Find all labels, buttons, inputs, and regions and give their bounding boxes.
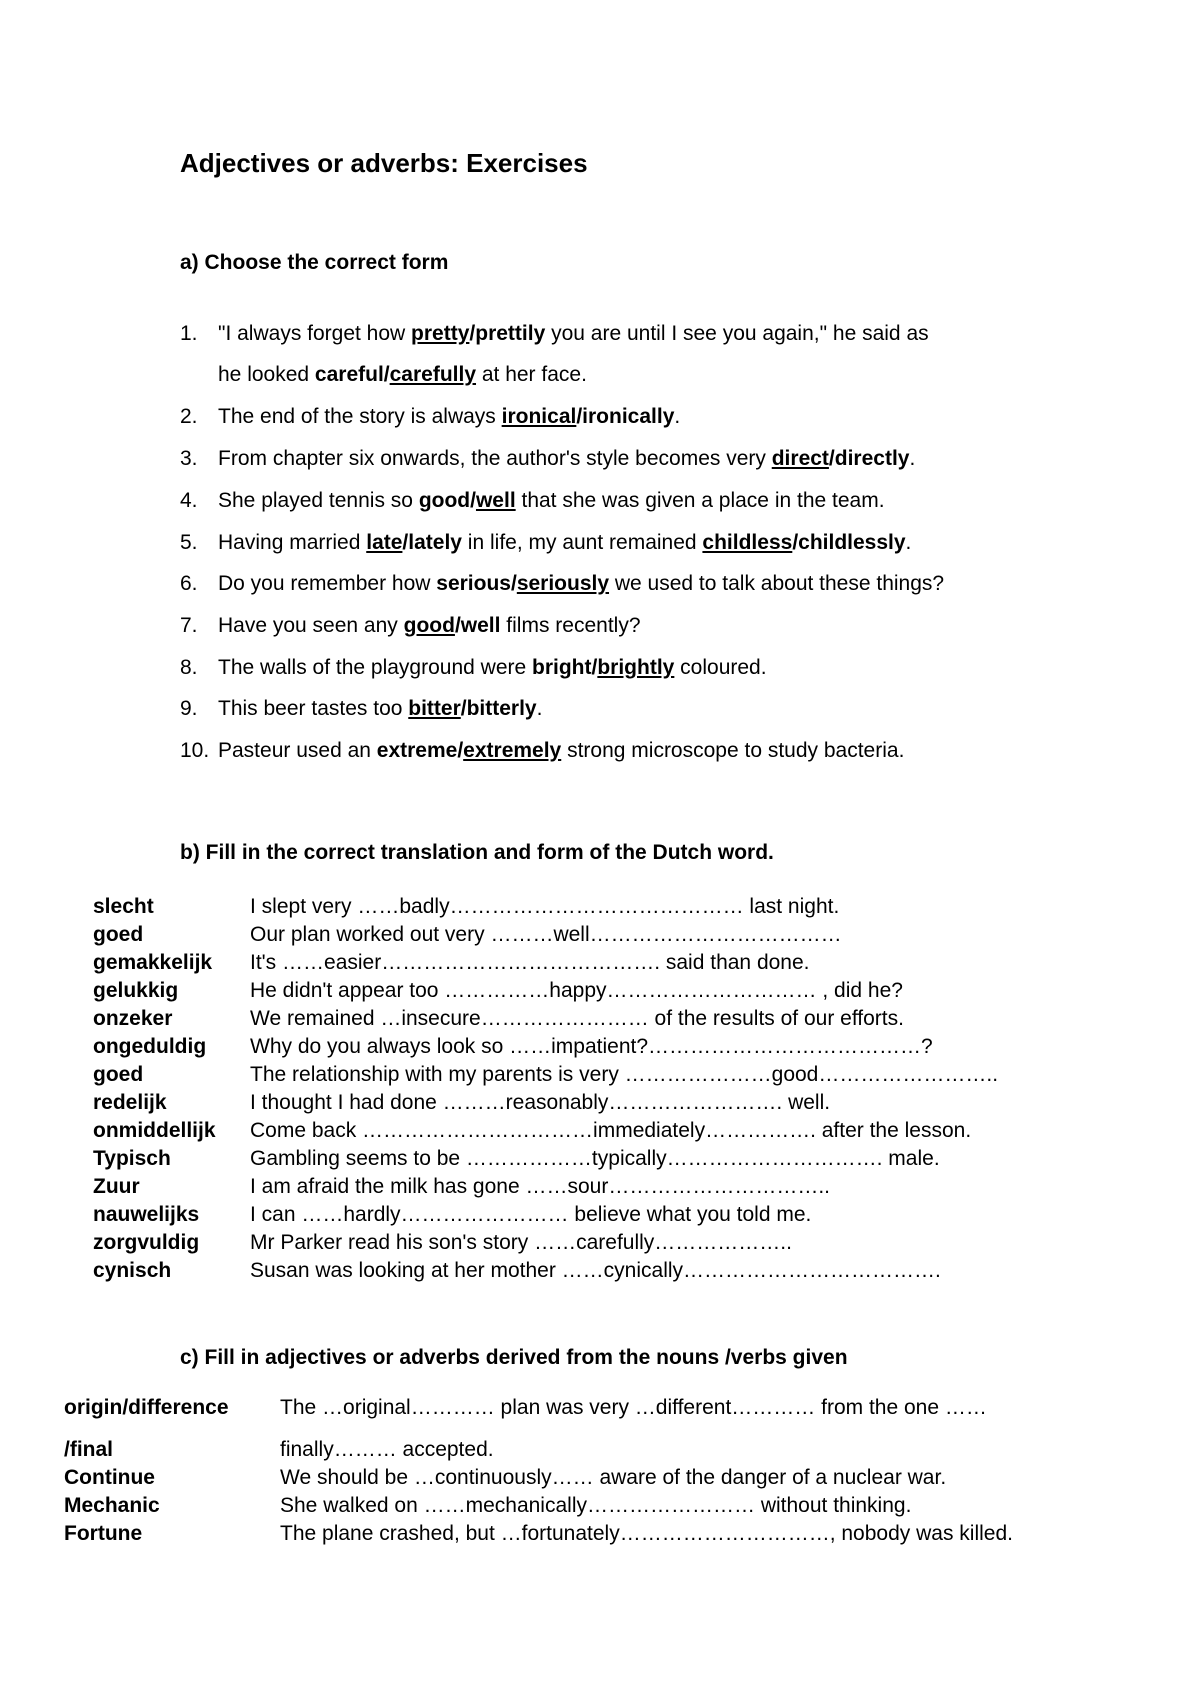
exercise-text: .: [674, 405, 681, 428]
correct-option-word: seriously: [516, 572, 610, 595]
exercise-text: The end of the story is always: [218, 405, 502, 428]
translation-sentence: The relationship with my parents is very …………………good……………………..: [250, 1063, 999, 1086]
exercise-text: From chapter six onwards, the author's style becomes very: [218, 447, 772, 470]
exercise-line: [180, 447, 915, 471]
translation-sentence: Come back ……………………………immediately……………. after the lesson.: [250, 1119, 972, 1142]
exercise-line: [180, 363, 587, 387]
derivation-sentence: finally……… accepted.: [280, 1438, 494, 1461]
exercise-line: [180, 739, 904, 763]
translation-sentence: I can ……hardly…………………… believe what you told me.: [250, 1203, 812, 1226]
section-a-heading: a) Choose the correct form: [180, 251, 449, 274]
translation-sentence: Why do you always look so ……impatient?…………………………………?: [250, 1035, 933, 1058]
exercise-text: films recently?: [500, 614, 641, 637]
derivation-row: [64, 1492, 1013, 1520]
exercise-number: 3.: [180, 447, 198, 470]
translation-sentence: We remained …insecure…………………… of the results of our efforts.: [250, 1007, 904, 1030]
correct-option-word: carefully: [389, 363, 477, 386]
option-word: serious/: [436, 572, 517, 595]
derivation-row: [64, 1464, 1013, 1492]
exercise-text: you are until I see you again," he said as: [545, 322, 929, 345]
translation-sentence: I slept very ……badly…………………………………… last night.: [250, 895, 840, 918]
correct-option-word: brightly: [597, 656, 675, 679]
exercise-text: he looked: [218, 363, 315, 386]
translation-row: [93, 1061, 998, 1089]
option-word: good/: [418, 489, 476, 512]
translation-sentence: I thought I had done ………reasonably……………………. well.: [250, 1091, 831, 1114]
derivation-row: [64, 1520, 1013, 1548]
dutch-word: Typisch: [93, 1147, 171, 1170]
root-word: Mechanic: [64, 1494, 160, 1517]
exercise-line: [180, 614, 641, 638]
derivation-sentence: She walked on ……mechanically…………………… without thinking.: [280, 1494, 912, 1517]
translation-row: [93, 977, 998, 1005]
correct-option-word: late: [366, 531, 403, 554]
translation-row: [93, 1257, 998, 1285]
option-word: /lately: [402, 531, 462, 554]
exercise-line: [180, 572, 944, 596]
exercise-line: [180, 697, 542, 721]
translation-row: [93, 949, 998, 977]
exercise-text: Do you remember how: [218, 572, 437, 595]
translation-row: [93, 1145, 998, 1173]
dutch-word: Zuur: [93, 1175, 140, 1198]
dutch-word: zorgvuldig: [93, 1231, 200, 1254]
dutch-word: gemakkelijk: [93, 951, 213, 974]
exercise-number: 1.: [180, 322, 198, 345]
dutch-word: nauwelijks: [93, 1203, 200, 1226]
exercise-number: 7.: [180, 614, 198, 637]
translation-sentence: Our plan worked out very ………well………………………………: [250, 923, 842, 946]
option-word: careful/: [314, 363, 390, 386]
section-c-heading: c) Fill in adjectives or adverbs derived from the nouns /verbs given: [180, 1346, 848, 1369]
exercise-text: .: [905, 531, 912, 554]
derivation-sentence: The …original………… plan was very …different………… from the one ……: [280, 1396, 987, 1419]
exercise-text: Pasteur used an: [218, 739, 377, 762]
exercise-text: that she was given a place in the team.: [515, 489, 885, 512]
translation-sentence: Mr Parker read his son's story ……carefully………………..: [250, 1231, 792, 1254]
exercise-line: [180, 489, 885, 513]
derivation-row: [64, 1394, 1013, 1422]
root-word: Fortune: [64, 1522, 143, 1545]
option-word: /prettily: [469, 322, 546, 345]
translation-sentence: It's ……easier…………………………………. said than done.: [250, 951, 810, 974]
exercise-text: .: [536, 697, 543, 720]
exercise-text: at her face.: [476, 363, 587, 386]
translation-sentence: He didn't appear too ……………happy………………………… , did he?: [250, 979, 903, 1002]
exercise-text: "I always forget how: [218, 322, 412, 345]
dutch-word: ongeduldig: [93, 1035, 207, 1058]
translation-row: [93, 1005, 998, 1033]
exercise-text: .: [909, 447, 916, 470]
exercise-text: coloured.: [674, 656, 767, 679]
dutch-word: cynisch: [93, 1259, 172, 1282]
translation-row: [93, 1033, 998, 1061]
option-word: /directly: [828, 447, 910, 470]
correct-option-word: pretty: [411, 322, 470, 345]
option-word: /ironically: [576, 405, 675, 428]
translation-row: [93, 921, 998, 949]
translation-row: [93, 1117, 998, 1145]
exercise-number: 4.: [180, 489, 198, 512]
dutch-word: redelijk: [93, 1091, 167, 1114]
correct-option-word: good: [403, 614, 455, 637]
root-word: Continue: [64, 1466, 155, 1489]
derivation-sentence: We should be …continuously…… aware of the danger of a nuclear war.: [280, 1466, 947, 1489]
option-word: /childlessly: [792, 531, 906, 554]
exercise-text: in life, my aunt remained: [461, 531, 703, 554]
translation-sentence: Susan was looking at her mother ……cynically……………………………….: [250, 1259, 941, 1282]
exercise-text: She played tennis so: [218, 489, 419, 512]
root-word: /final: [64, 1438, 114, 1461]
translation-row: [93, 1229, 998, 1257]
option-word: extreme/: [376, 739, 464, 762]
option-word: bright/: [532, 656, 598, 679]
option-word: /bitterly: [460, 697, 537, 720]
dutch-word: goed: [93, 923, 144, 946]
exercise-number: 10.: [180, 739, 210, 762]
dutch-word: onmiddellijk: [93, 1119, 216, 1142]
dutch-word: gelukkig: [93, 979, 179, 1002]
derivation-row: [64, 1436, 1013, 1464]
correct-option-word: well: [475, 489, 516, 512]
translation-row: [93, 1089, 998, 1117]
exercise-text: This beer tastes too: [218, 697, 409, 720]
root-word: origin/difference: [64, 1396, 229, 1419]
option-word: /well: [454, 614, 501, 637]
section-b-heading: b) Fill in the correct translation and form of the Dutch word.: [180, 841, 774, 864]
section-c-list: [64, 1394, 1013, 1548]
dutch-word: onzeker: [93, 1007, 173, 1030]
exercise-number: 2.: [180, 405, 198, 428]
exercise-number: 8.: [180, 656, 198, 679]
translation-row: [93, 893, 998, 921]
exercise-text: Have you seen any: [218, 614, 404, 637]
exercise-text: Having married: [218, 531, 367, 554]
correct-option-word: extremely: [463, 739, 562, 762]
exercise-line: [180, 531, 911, 555]
page-title: Adjectives or adverbs: Exercises: [180, 148, 588, 178]
exercise-text: The walls of the playground were: [218, 656, 533, 679]
exercise-number: 9.: [180, 697, 198, 720]
correct-option-word: bitter: [408, 697, 461, 720]
exercise-line: [180, 405, 680, 429]
correct-option-word: direct: [771, 447, 829, 470]
exercise-number: 5.: [180, 531, 198, 554]
translation-row: [93, 1173, 998, 1201]
correct-option-word: ironical: [501, 405, 577, 428]
exercise-line: [180, 656, 767, 680]
translation-sentence: I am afraid the milk has gone ……sour…………………………..: [250, 1175, 830, 1198]
derivation-sentence: The plane crashed, but …fortunately…………………………, nobody was killed.: [280, 1522, 1013, 1545]
dutch-word: slecht: [93, 895, 154, 918]
exercise-text: we used to talk about these things?: [609, 572, 945, 595]
translation-row: [93, 1201, 998, 1229]
section-b-list: [93, 893, 998, 1285]
exercise-number: 6.: [180, 572, 198, 595]
dutch-word: goed: [93, 1063, 144, 1086]
exercise-line: [180, 322, 929, 346]
correct-option-word: childless: [702, 531, 793, 554]
translation-sentence: Gambling seems to be ………………typically…………………………. male.: [250, 1147, 940, 1170]
exercise-text: strong microscope to study bacteria.: [561, 739, 905, 762]
